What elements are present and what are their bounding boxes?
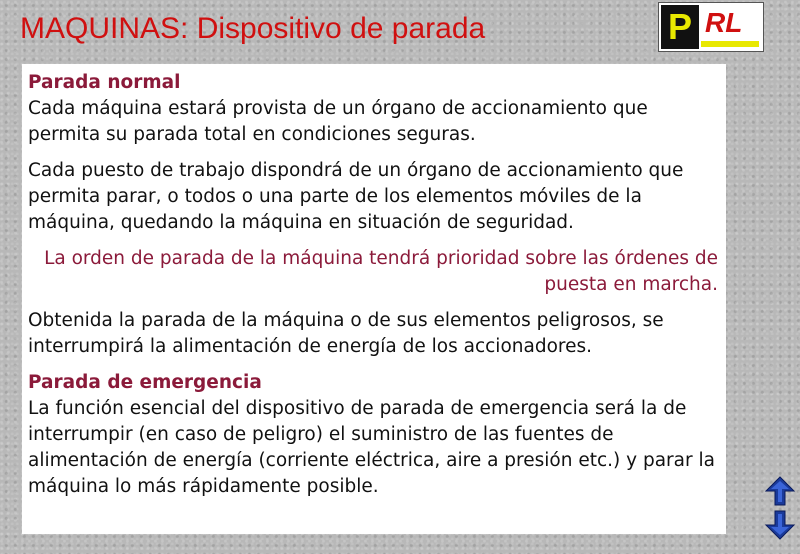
priority-note: La orden de parada de la máquina tendrá prioridad sobre las órdenes de puesta en marcha. — [44, 248, 718, 295]
arrow-down-icon[interactable] — [764, 510, 796, 540]
prl-logo — [658, 2, 764, 52]
slide-navigation — [764, 476, 796, 540]
arrow-up-icon[interactable] — [764, 476, 796, 506]
paragraph-1: Cada máquina estará provista de un órgano de accionamiento que permita su parada total en condiciones seguras. — [28, 98, 648, 145]
section-heading-normal-stop: Parada normal — [28, 72, 181, 93]
logo-letter-p: P — [661, 5, 699, 49]
logo-letters-rl: RL — [705, 7, 743, 38]
content-panel — [22, 64, 726, 534]
section-heading-emergency-stop: Parada de emergencia — [28, 372, 262, 393]
page-title: MAQUINAS: Dispositivo de parada — [20, 12, 486, 45]
logo-bar — [701, 41, 759, 47]
paragraph-2: Cada puesto de trabajo dispondrá de un órgano de accionamiento que permita parar, o todos o una parte de los elementos móviles de la máquina, quedando la máquina en situación de seguridad. — [28, 160, 684, 233]
paragraph-4: La función esencial del dispositivo de parada de emergencia será la de interrumpir (en caso de peligro) el suministro de las fuentes de alimentación de energía (corriente eléctrica, aire a presión etc.) y parar la máquina lo más rápidamente posible. — [28, 398, 715, 497]
paragraph-3: Obtenida la parada de la máquina o de sus elementos peligrosos, se interrumpirá la alimentación de energía de los accionadores. — [28, 310, 664, 357]
